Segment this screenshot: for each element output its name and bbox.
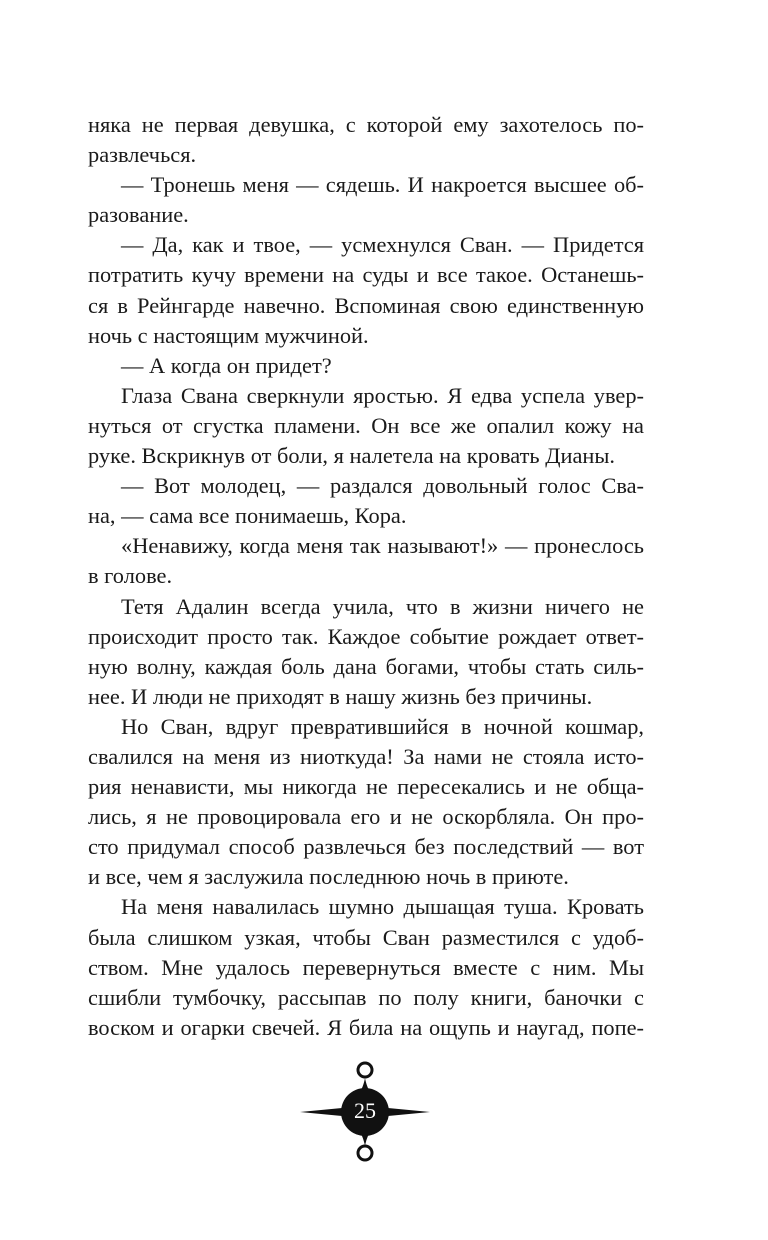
text-line: нуться от сгустка пламени. Он все же опалил кожу на — [88, 412, 644, 438]
text-line: ся в Рейнгарде навечно. Вспоминая свою единственную — [88, 292, 644, 318]
text-line: Тетя Адалин всегда учила, что в жизни ничего не — [121, 593, 644, 619]
page-number-ornament — [298, 1060, 432, 1162]
text-line: была слишком узкая, чтобы Сван разместился с удоб- — [88, 924, 644, 950]
text-line: ную волну, каждая боль дана богами, чтобы стать силь- — [88, 653, 644, 679]
text-line: сшибли тумбочку, рассыпав по полу книги, баночки с — [88, 984, 644, 1010]
text-line: разование. — [88, 202, 189, 228]
text-line: — А когда он придет? — [121, 352, 332, 378]
text-line: воском и огарки свечей. Я била на ощупь и наугад, попе- — [88, 1014, 644, 1040]
text-line: — Вот молодец, — раздался довольный голос Сва- — [121, 473, 644, 499]
text-line: ночь с настоящим мужчиной. — [88, 322, 369, 348]
text-line: на, — сама все понимаешь, Кора. — [88, 503, 407, 529]
text-line: рия ненависти, мы никогда не пересекались и не обща- — [88, 774, 644, 800]
text-line: «Ненавижу, когда меня так называют!» — пронеслось — [121, 533, 644, 559]
text-line: — Тронешь меня — сядешь. И накроется высшее об- — [121, 172, 644, 198]
text-line: развлечься. — [88, 142, 197, 168]
text-line: в голове. — [88, 563, 173, 589]
text-line: происходит просто так. Каждое событие рождает ответ- — [88, 623, 644, 649]
text-line: нее. И люди не приходят в нашу жизнь без причины. — [88, 683, 593, 709]
text-line: — Да, как и твое, — усмехнулся Сван. — Придется — [121, 232, 644, 258]
text-line: лись, я не провоцировала его и не оскорбляла. Он про- — [88, 804, 644, 830]
text-line: потратить кучу времени на суды и все такое. Останешь- — [88, 262, 644, 288]
text-line: ством. Мне удалось перевернуться вместе с ним. Мы — [88, 954, 644, 980]
page-body-text — [88, 110, 644, 1043]
text-line: Глаза Свана сверкнули яростью. Я едва успела увер- — [121, 382, 644, 408]
text-line: свалился на меня из ниоткуда! За нами не стояла исто- — [88, 743, 644, 769]
text-line: руке. Вскрикнув от боли, я налетела на кровать Дианы. — [88, 443, 616, 469]
text-line: Но Сван, вдруг превратившийся в ночной кошмар, — [121, 713, 644, 739]
text-line: сто придумал способ развлечься без последствий — вот — [88, 834, 644, 860]
text-line: На меня навалилась шумно дышащая туша. Кровать — [121, 894, 644, 920]
text-line: няка не первая девушка, с которой ему захотелось по- — [88, 112, 644, 137]
text-line: и все, чем я заслужила последнюю ночь в приюте. — [88, 864, 569, 890]
page-number: 25 — [354, 1098, 376, 1123]
